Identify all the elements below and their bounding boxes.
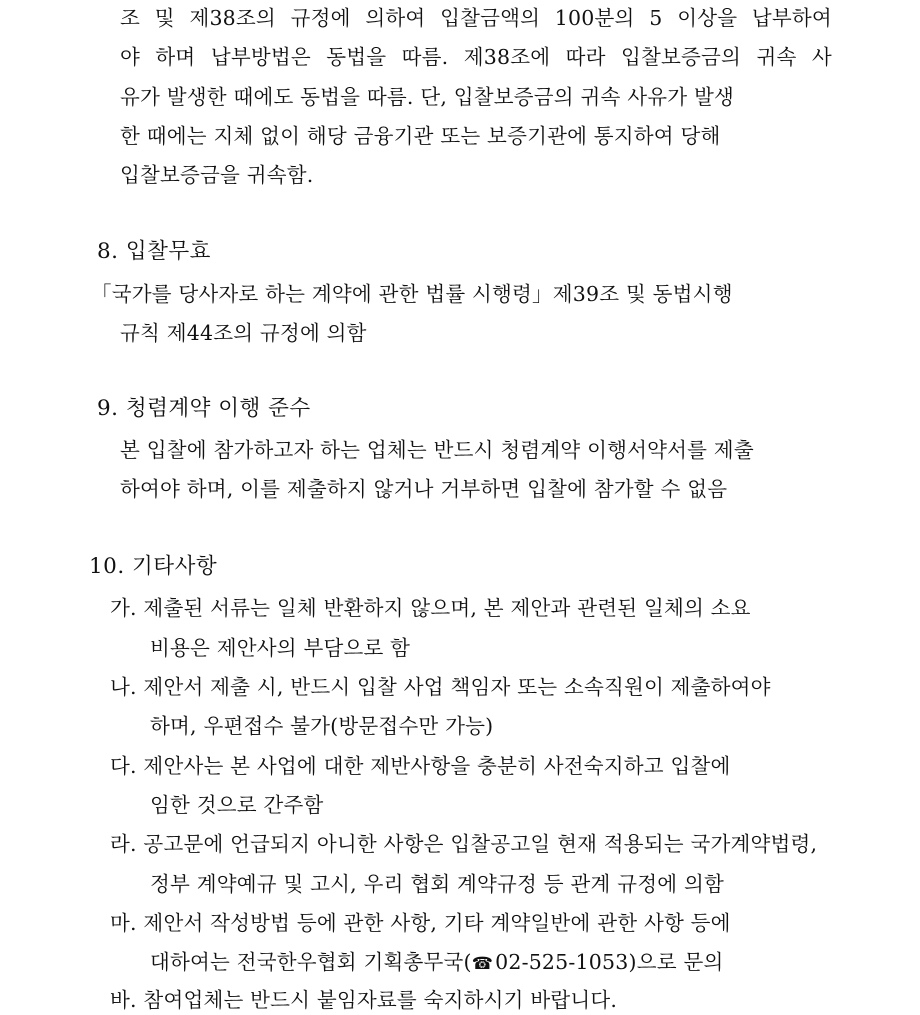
section7-line-5: 입찰보증금을 귀속함. <box>120 163 314 187</box>
word: 동법을 <box>326 45 387 69</box>
text: )으로 문의 <box>628 950 724 974</box>
list-item-da-line-1: 다. 제안사는 본 사업에 대한 제반사항을 충분히 사전숙지하고 입찰에 <box>110 754 731 778</box>
text: 대하여는 전국한우협회 기획총무국( <box>150 950 472 974</box>
word: 제38조의 <box>189 6 276 30</box>
section8-heading: 8. 입찰무효 <box>97 239 211 264</box>
word: 규정에 <box>290 6 351 30</box>
section9-line-2: 하여야 하며, 이를 제출하지 않거나 거부하면 입찰에 참가할 수 없음 <box>120 477 728 501</box>
word: 납부하여 <box>751 6 832 30</box>
list-item-ra-line-2: 정부 계약예규 및 고시, 우리 협회 계약규정 등 관계 규정에 의함 <box>150 872 724 896</box>
list-item-ma-line-1: 마. 제안서 작성방법 등에 관한 사항, 기타 계약일반에 관한 사항 등에 <box>110 911 731 935</box>
section8-line-1: 「국가를 당사자로 하는 계약에 관한 법률 시행령」제39조 및 동법시행 <box>91 282 733 306</box>
section7-line-3: 유가 발생한 때에도 동법을 따름. 단, 입찰보증금의 귀속 사유가 발생 <box>120 85 734 109</box>
list-item-ga-line-1: 가. 제출된 서류는 일체 반환하지 않으며, 본 제안과 관련된 일체의 소요 <box>110 596 751 620</box>
section9-line-1: 본 입찰에 참가하고자 하는 업체는 반드시 청렴계약 이행서약서를 제출 <box>120 438 754 462</box>
word: 하며 <box>155 45 196 69</box>
word: 입찰금액의 <box>440 6 541 30</box>
word: 및 <box>154 6 175 30</box>
list-item-da-line-2: 임한 것으로 간주함 <box>150 793 324 817</box>
word: 100분의 <box>554 6 635 30</box>
word: 조 <box>120 6 141 30</box>
section7-line-2 <box>120 42 832 72</box>
word: 입찰보증금의 <box>621 45 742 69</box>
word: 귀속 <box>756 45 797 69</box>
list-item-ra-line-1: 라. 공고문에 언급되지 아니한 사항은 입찰공고일 현재 적용되는 국가계약법령, <box>110 832 818 856</box>
section8-line-2: 규칙 제44조의 규정에 의함 <box>120 321 367 345</box>
list-item-ga-line-2: 비용은 제안사의 부담으로 함 <box>150 636 411 660</box>
list-item-ba-line-1: 바. 참여업체는 반드시 붙임자료를 숙지하시기 바랍니다. <box>110 988 618 1012</box>
word: 야 <box>120 45 141 69</box>
list-item-na-line-2: 하며, 우편접수 불가(방문접수만 가능) <box>150 714 494 738</box>
section7-line-4: 한 때에는 지체 없이 해당 금융기관 또는 보증기관에 통지하여 당해 <box>120 124 721 148</box>
word: 이상을 <box>677 6 738 30</box>
word: 제38조에 <box>463 45 551 69</box>
word: 납부방법은 <box>210 45 311 69</box>
word: 의하여 <box>365 6 426 30</box>
section9-heading: 9. 청렴계약 이행 준수 <box>97 396 311 421</box>
word: 따름. <box>401 45 449 69</box>
section10-heading: 10. 기타사항 <box>89 554 218 579</box>
word: 따라 <box>565 45 606 69</box>
word: 5 <box>649 6 663 30</box>
section7-line-1 <box>120 3 832 33</box>
phone-number: 02-525-1053 <box>495 950 629 974</box>
phone-icon: ☎ <box>471 954 494 974</box>
list-item-ma-line-2 <box>150 947 723 979</box>
list-item-na-line-1: 나. 제안서 제출 시, 반드시 입찰 사업 책임자 또는 소속직원이 제출하여야 <box>110 675 771 699</box>
word: 사 <box>811 45 832 69</box>
